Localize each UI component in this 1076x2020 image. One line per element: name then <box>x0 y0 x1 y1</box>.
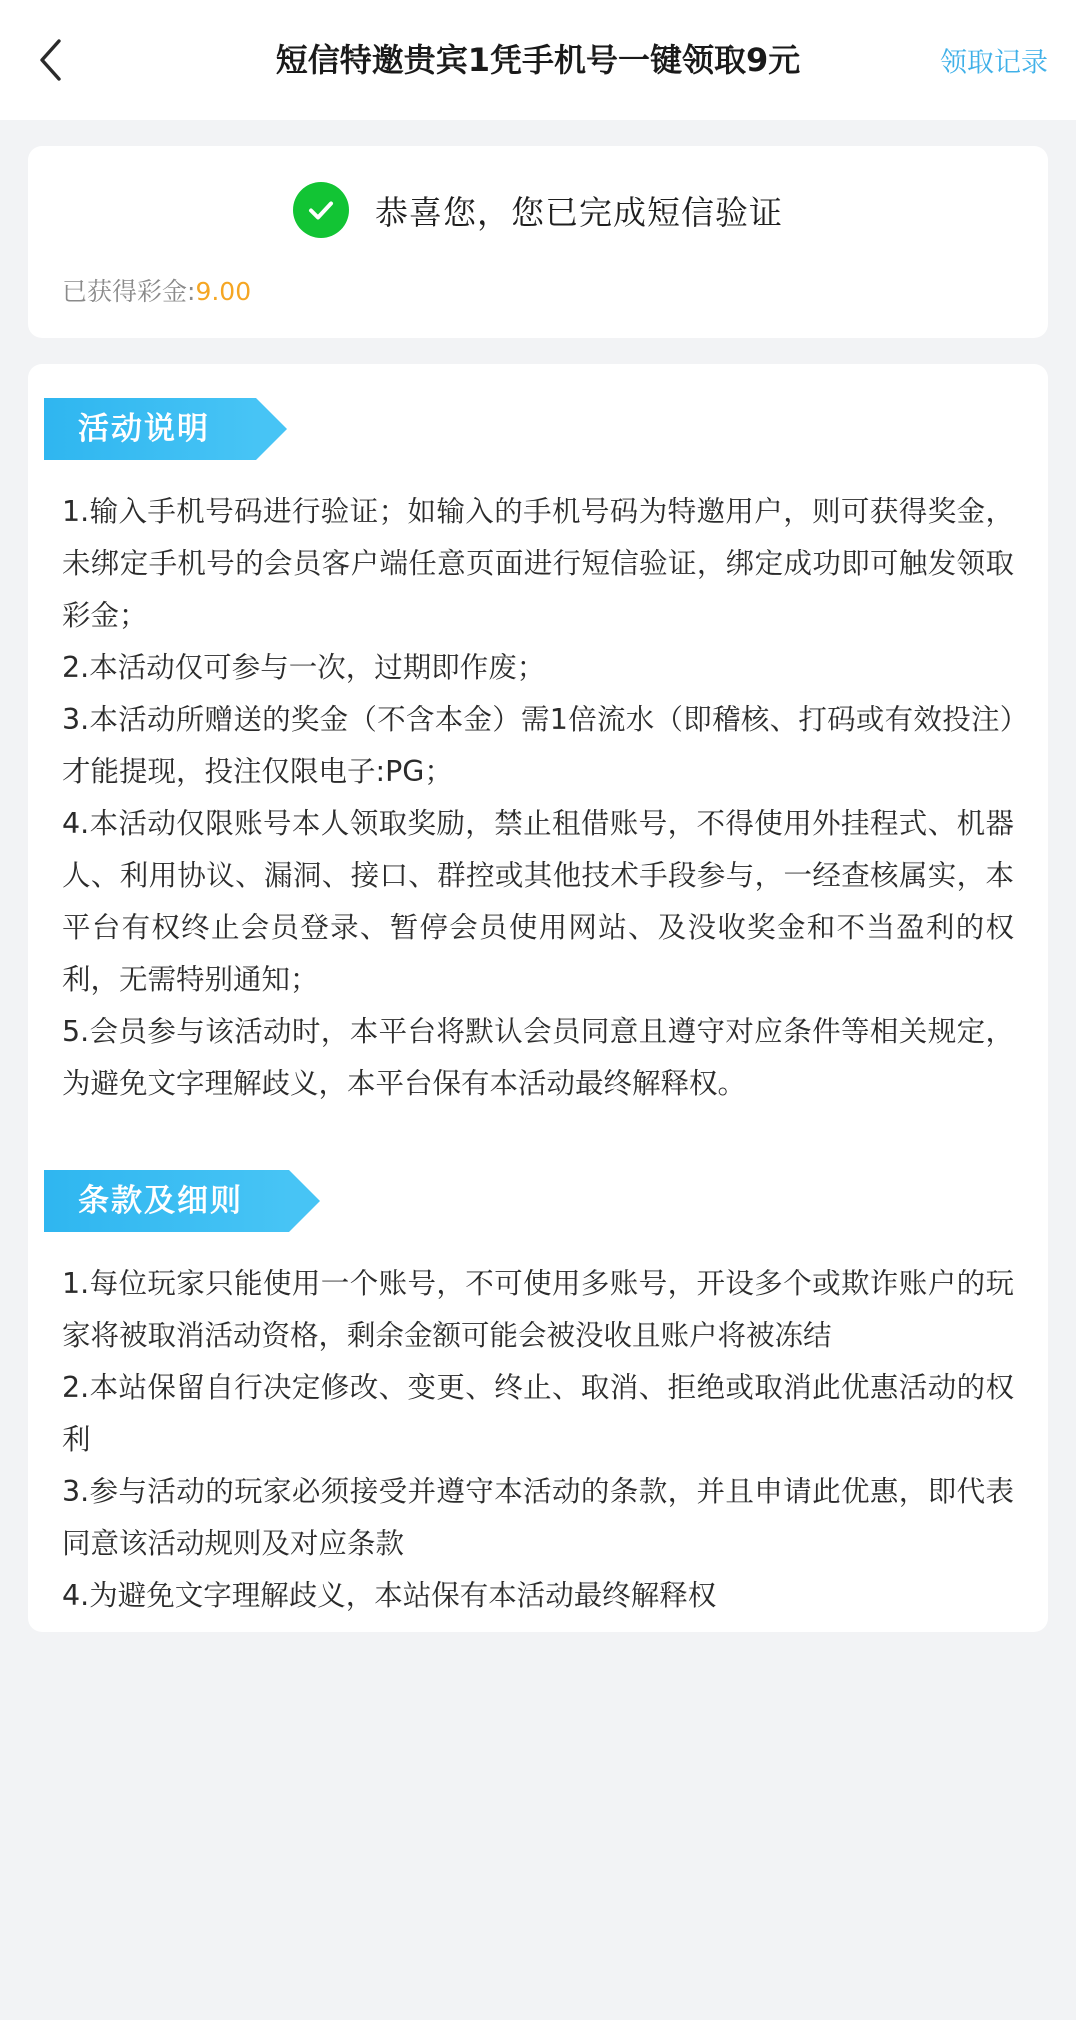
page-title: 短信特邀贵宾1凭手机号一键领取9元 <box>275 41 801 79</box>
page-header <box>0 0 1076 120</box>
rule-paragraph: 2.本活动仅可参与一次，过期即作废； <box>62 651 546 684</box>
rule-paragraph: 5.会员参与该活动时，本平台将默认会员同意且遵守对应条件等相关规定，为避免文字理解歧义，本平台保有本活动最终解释权。 <box>62 1015 1014 1100</box>
section-body-terms-and-conditions <box>28 1232 1048 1622</box>
rule-paragraph: 1.输入手机号码进行验证；如输入的手机号码为特邀用户，则可获得奖金，未绑定手机号的会员客户端任意页面进行短信验证，绑定成功即可触发领取彩金； <box>62 495 1014 632</box>
status-card <box>28 146 1048 338</box>
section-divider <box>28 1110 1048 1136</box>
amount-row <box>28 272 1048 308</box>
check-circle-icon <box>293 182 349 238</box>
rules-card <box>28 364 1048 1632</box>
amount-label: 已获得彩金: <box>62 277 196 306</box>
term-paragraph: 3.参与活动的玩家必须接受并遵守本活动的条款，并且申请此优惠，即代表同意该活动规则及对应条款 <box>62 1475 1014 1560</box>
term-paragraph: 1.每位玩家只能使用一个账号，不可使用多账号，开设多个或欺诈账户的玩家将被取消活动资格，剩余金额可能会被没收且账户将被冻结 <box>62 1267 1014 1352</box>
term-paragraph: 2.本站保留自行决定修改、变更、终止、取消、拒绝或取消此优惠活动的权利 <box>62 1371 1014 1456</box>
status-row <box>28 182 1048 238</box>
amount-value: 9.00 <box>195 277 252 306</box>
back-icon[interactable] <box>30 40 70 80</box>
rule-paragraph: 4.本活动仅限账号本人领取奖励，禁止租借账号，不得使用外挂程式、机器人、利用协议、漏洞、接口、群控或其他技术手段参与，一经查核属实，本平台有权终止会员登录、暂停会员使用网站、及没收奖金和不当盈利的权利，无需特别通知； <box>62 807 1014 996</box>
term-paragraph: 4.为避免文字理解歧义，本站保有本活动最终解释权 <box>62 1579 717 1612</box>
rule-paragraph: 3.本活动所赠送的奖金（不含本金）需1倍流水（即稽核、打码或有效投注）才能提现，投注仅限电子:PG； <box>62 703 1014 788</box>
section-title-terms-and-conditions: 条款及细则 <box>44 1170 289 1232</box>
status-message: 恭喜您，您已完成短信验证 <box>375 192 783 232</box>
claim-records-link[interactable]: 领取记录 <box>940 47 1048 79</box>
section-body-activity-description <box>28 460 1048 1110</box>
section-title-activity-description: 活动说明 <box>44 398 256 460</box>
